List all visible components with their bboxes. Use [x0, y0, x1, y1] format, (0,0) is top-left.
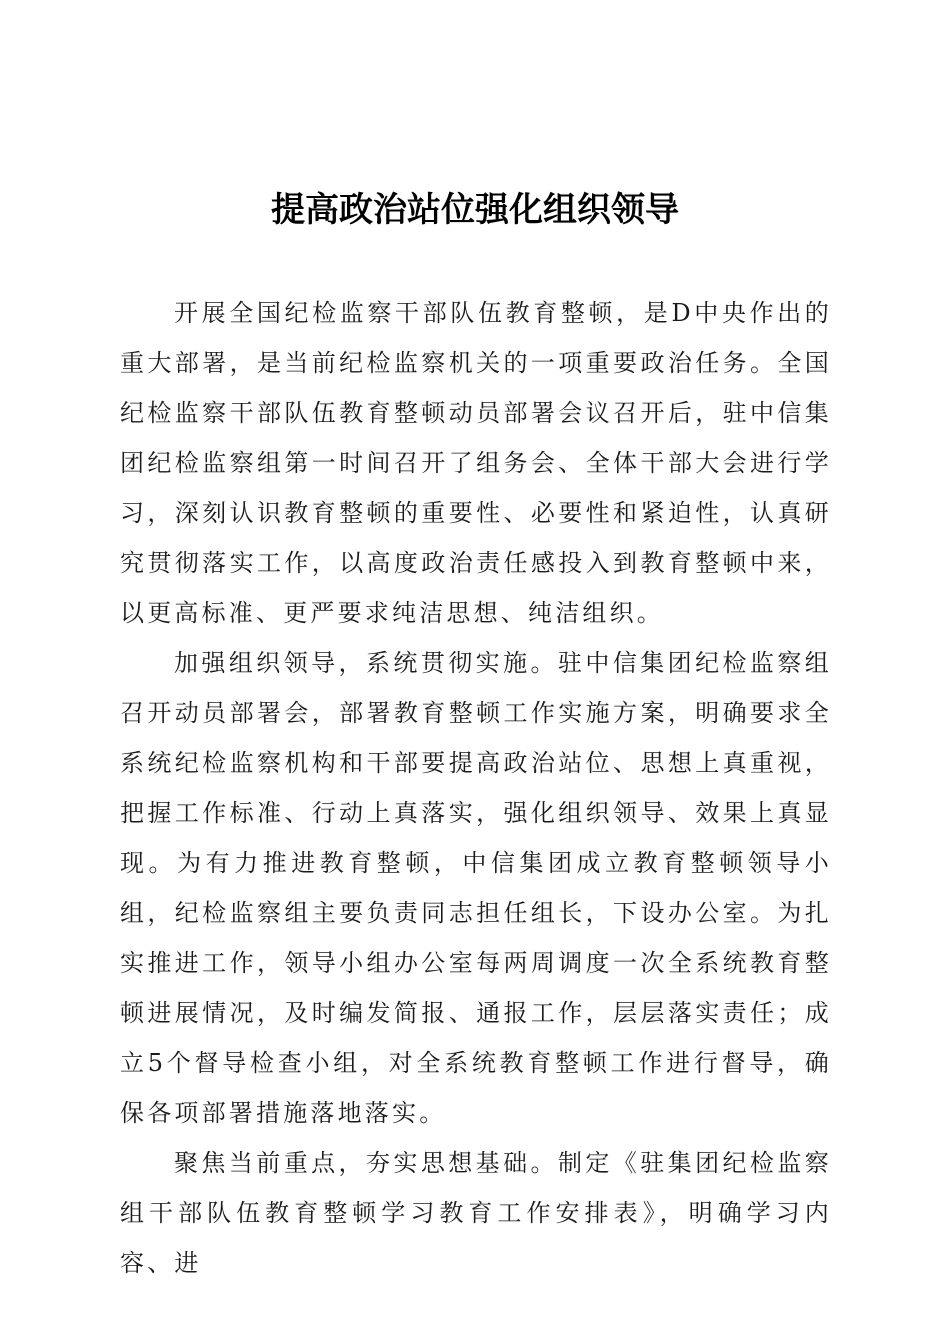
paragraph: 加强组织领导，系统贯彻实施。驻中信集团纪检监察组召开动员部署会，部署教育整顿工作实施方案，明确要求全系统纪检监察机构和干部要提高政治站位、思想上真重视，把握工作标准、行动上真落实，强化组织领导、效果上真显现。为有力推进教育整顿，中信集团成立教育整顿领导小组，纪检监察组主要负责同志担任组长，下设办公室。为扎实推进工作，领导小组办公室每两周调度一次全系统教育整顿进展情况，及时编发简报、通报工作，层层落实责任；成立5个督导检查小组，对全系统教育整顿工作进行督导，确保各项部署措施落地落实。	[120, 649, 832, 1127]
paragraph: 聚焦当前重点，夯实思想基础。制定《驻集团纪检监察组干部队伍教育整顿学习教育工作安排表》，明确学习内容、进	[120, 1149, 832, 1277]
paragraph: 开展全国纪检监察干部队伍教育整顿，是D中央作出的重大部署，是当前纪检监察机关的一项重要政治任务。全国纪检监察干部队伍教育整顿动员部署会议召开后，驻中信集团纪检监察组第一时间召开了组务会、全体干部大会进行学习，深刻认识教育整顿的重要性、必要性和紧迫性，认真研究贯彻落实工作，以高度政治责任感投入到教育整顿中来，以更高标准、更严要求纯洁思想、纯洁组织。	[120, 299, 832, 627]
document-title: 提高政治站位强化组织领导	[271, 190, 679, 230]
document-body	[120, 288, 832, 1288]
